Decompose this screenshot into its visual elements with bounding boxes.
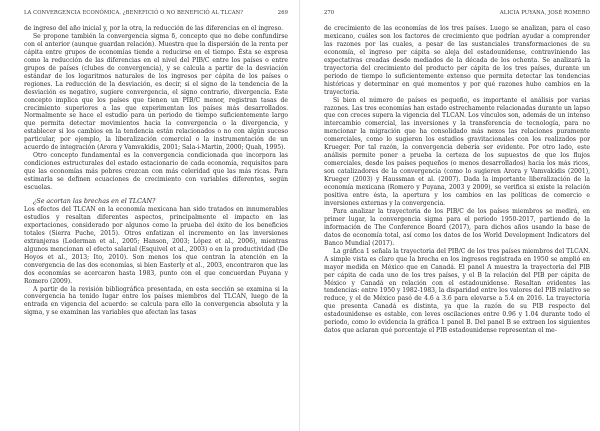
paragraph: Los efectos del TLCAN en la economía mexicana han sido tratados en innumerables estudios y resaltan diferentes aspectos, principalmente el impacto en las exportaciones, considerado por algunos como la prueba del éxito de los beneficios totales (Sierra Puche, 2015). Otros enfatizan el incremento en las inversiones extranjeras (Lederman et al., 2005; Hanson, 2003; López et al., 2006), mientras algunos mencionan el efecto salarial (Esquivel et al., 2003) o en la productividad (De Hoyos et al., 2013; Ito, 2010). Son menos los que centran la atención en la convergencia de las dos economías, si bien Easterly et al., 2003, encontraron que las dos economías se acercaron hasta 1983, punto con el que concuerdan Puyana y Romero (2009). [24,205,288,285]
page-number-right: 270 [324,10,335,16]
page-number-left: 269 [277,10,288,16]
right-body-text [324,25,590,335]
paragraph: A partir de la revisión bibliográfica presentada, en esta sección se examina si la convergencia ha tenido lugar entre los países miembros del TLCAN, luego de la entrada en vigencia del acuerdo: se calcula para ello la convergencia absoluta y la sigma, y se examinan las variables que afectan las tasas [24,285,288,317]
running-head-title: LA CONVERGENCIA ECONÓMICA. ¿BENEFICIÓ O NO BENEFICIÓ AL TLCAN? [24,10,244,16]
running-head-right [324,10,590,16]
section-heading: ¿Se acortan las brechas en el TLCAN? [33,198,156,206]
paragraph: de crecimiento de las economías de los tres países. Luego se analizan, para el caso mexicano, cuáles son los factores de crecimiento que podrían ayudar a comprender las razones por las cuales, a pesar de las sustanciales transformaciones de su economía, el ingreso per cápita se aleja del estadounidense, contraviniendo las expectativas creadas desde mediados de la década de los ochenta. Se analizará la trayectoria del crecimiento del producto per cápita de los tres países, durante un periodo de tiempo lo suficientemente extenso que permita detectar las tendencias históricas y determinar en qué momentos y por qué razones hubo cambios en la trayectoria. [324,25,590,96]
paragraph: Otro concepto fundamental es la convergencia condicionada que incorpora las condiciones estructurales del estado estacionario de cada economía, requisitos para que las economías más pobres crezcan con más celeridad que las más ricas. Para estimarla se definen ecuaciones de crecimiento con variables diferentes, según escuelas. [24,152,288,192]
paragraph: Si bien el número de países es pequeño, es importante el análisis por varias razones. Las tres economías han estado estrechamente relacionadas durante un lapso que con creces supera la vigencia del TLCAN. Los vínculos son, además de un intenso intercambio comercial, las inversiones y la transferencia de tecnología, para no mencionar la migración que ha consolidado más nexos las relaciones puramente comerciales, como lo sugieren los estudios gravitacionales con los realizados por Krueger. Por tal razón, la convergencia debería ser evidente. Por otro lado, este análisis permite poner a prueba la certeza de los supuestos de que los flujos comerciales, desde los países pequeños (o menos desarrollados) hacia los más ricos, son catalizadores de la convergencia (como lo sugieren Arora y Vamvakidis (2001), Krueger (2003) y Haussman et al. (2007). Dada la importante liberalización de la economía mexicana (Romero y Puyana, 2003 y 2009), se verifica si existe la relación positiva entre ésta, la apertura y los cambios en las políticas de comercio e inversiones externas y la convergencia. [324,96,590,207]
paragraph: Para analizar la trayectoria de los PIB/C de los países miembros se medirá, en primer lugar, la convergencia sigma para el periodo 1950-2017, partiendo de la información de The Conference Board (2017), para dichos años usando la base de datos de economía total, así como los datos de los World Development Indicators del Banco Mundial (2017). [324,207,590,247]
right-page [300,0,600,431]
paragraph: Se propone también la convergencia sigma δ, concepto que no debe confundirse con el anterior (aunque guardan relación). Muestra que la dispersión de la renta per cápita entre grupos de economías tiende a reducirse en el tiempo. Ésta se expresa como la reducción de las diferencias en el nivel del PIB/C entre los países o entre grupos de países (clubes de convergencia), y se calcula a partir de la desviación estándar de los logaritmos naturales de los ingresos per cápita de los países o regiones. La reducción de la desviación, es decir, si el signo de la tendencia de la desviación es negativo, sugiere convergencia, el signo contrario, divergencia. Este concepto implica que los países que tienen un PIB/C menor, registran tasas de crecimiento superiores a las que experimentan los países más desarrollados. Normalmente se hace el estudio para un periodo de tiempo suficientemente largo que permita detectar movimientos hacia la convergencia o la divergencia, y establecer si los cambios en la tendencia están relacionados o no con algún suceso particular, por ejemplo, la liberalización comercial o la instrumentación de un acuerdo de integración (Arora y Vamvakidis, 2001; Sala-i-Martin, 2000; Quah, 1995). [24,32,288,152]
running-head-left [24,10,288,16]
running-head-authors: ALICIA PUYANA, JOSÉ ROMERO [499,10,590,16]
paragraph: La gráfica 1 señala la trayectoria del PIB/C de los tres países miembros del TLCAN. A simple vista es claro que la brecha en los ingresos registrada en 1950 se amplió en mayor medida en México que en Canadá. El panel A muestra la trayectoria del PIB per cápita de cada uno de los tres países, y el B la relación del PIB per cápita de México y Canadá en relación con el estadounidense. Resaltan evidentes las tendencias: entre 1950 y 1982-1983, la disparidad entre los valores del PIB relativo se reduce, y el de México pasó de 4.6 a 3.6 para elevarse a 5.4 en 2016. La trayectoria que presenta Canadá es distinta, ya que la razón de su PIB respecto del estadounidense es estable, con leves oscilaciones entre 0.96 y 1.04 durante todo el periodo, como lo evidencia la gráfica 1 panel B. Del panel B se extraen los siguientes datos que aclaran qué porcentaje el PIB estadounidense representan el me- [324,247,590,335]
paragraph: de ingreso del año inicial y, por la otra, la reducción de las diferencias en el ingreso. [24,25,284,32]
left-body-text [24,25,288,317]
